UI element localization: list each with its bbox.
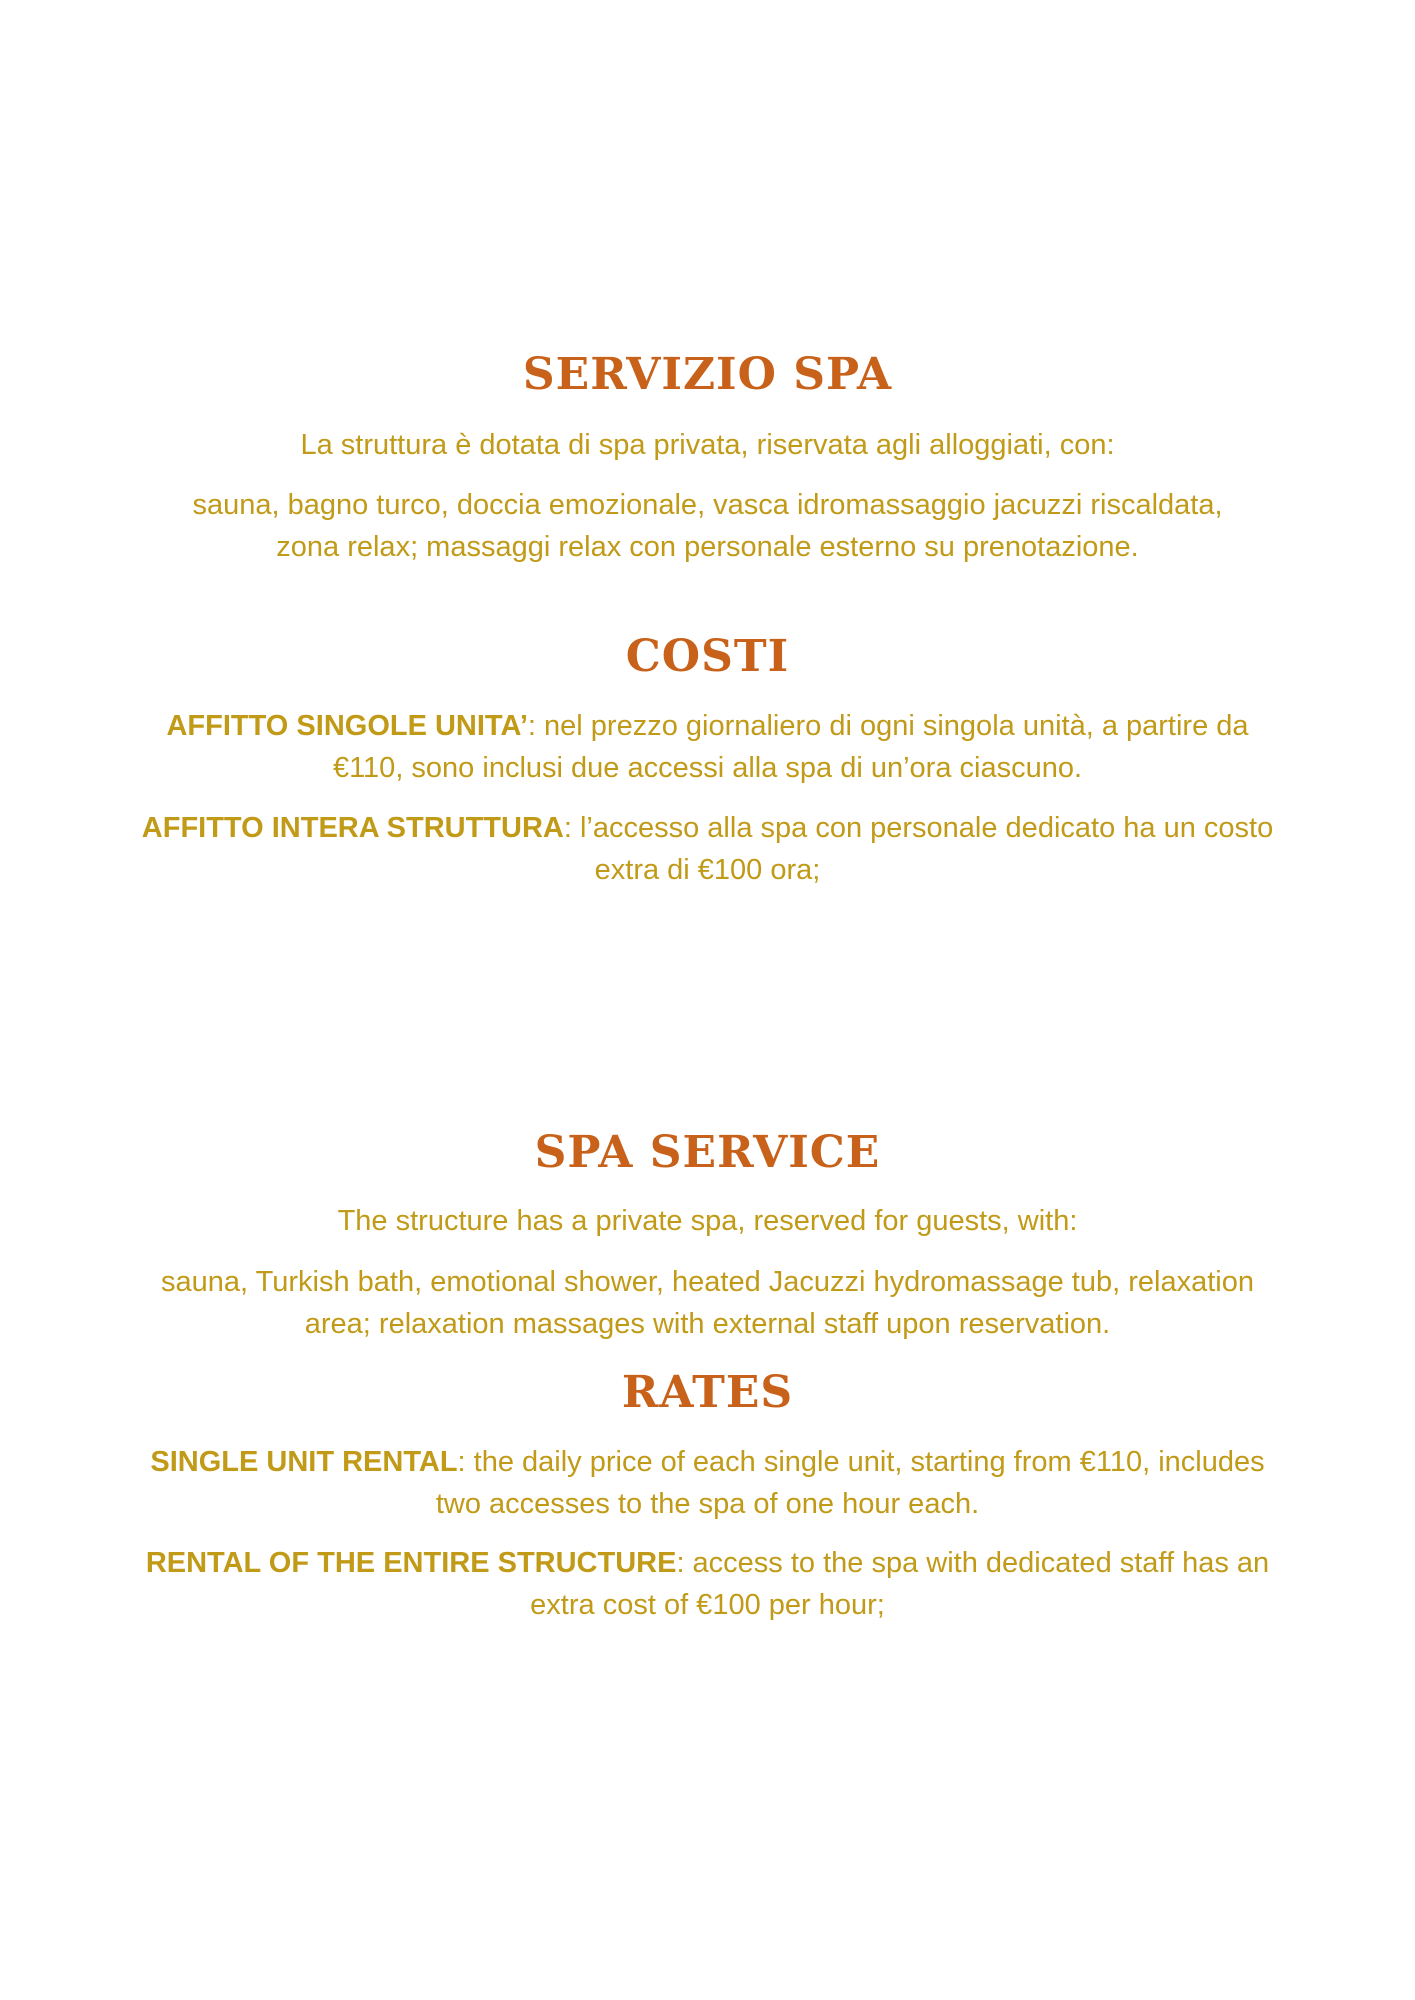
italian-single-unit-label: AFFITTO SINGOLE UNITA’ — [166, 710, 528, 742]
english-spa-title: SPA SERVICE — [534, 1127, 881, 1178]
italian-entire-structure-block — [140, 807, 1275, 891]
english-amenities-text: sauna, Turkish bath, emotional shower, heated Jacuzzi hydromassage tub, relaxation area; relaxation massages with external staff upon reservation. — [161, 1266, 1254, 1340]
italian-intro-text: La struttura è dotata di spa privata, riservata agli alloggiati, con: — [300, 429, 1115, 461]
italian-entire-structure-text — [140, 807, 1275, 891]
italian-spa-title-block — [140, 349, 1275, 400]
italian-costs-title-block — [140, 631, 1275, 682]
italian-amenities-block — [190, 484, 1225, 568]
english-rates-title-block — [140, 1367, 1275, 1418]
italian-single-unit-desc: : nel prezzo giornaliero di ogni singola unità, a partire da €110, sono inclusi due accessi alla spa di un’ora ciascuno. — [332, 710, 1249, 784]
english-single-unit-label: SINGLE UNIT RENTAL — [150, 1446, 458, 1478]
italian-single-unit-text — [140, 705, 1275, 789]
italian-entire-structure-label: AFFITTO INTERA STRUTTURA — [141, 812, 564, 844]
italian-intro-block — [140, 424, 1275, 466]
english-entire-structure-text — [140, 1542, 1275, 1626]
english-rates-title: RATES — [621, 1367, 794, 1418]
english-entire-structure-label: RENTAL OF THE ENTIRE STRUCTURE — [145, 1547, 677, 1579]
italian-amenities-text: sauna, bagno turco, doccia emozionale, vasca idromassaggio jacuzzi riscaldata, zona relax; massaggi relax con personale esterno su prenotazione. — [192, 489, 1223, 563]
english-intro-block — [140, 1200, 1275, 1242]
english-single-unit-desc: : the daily price of each single unit, starting from €110, includes two accesses to the spa of one hour each. — [435, 1446, 1265, 1520]
english-single-unit-block — [140, 1441, 1275, 1525]
english-single-unit-text — [140, 1441, 1275, 1525]
english-intro-text: The structure has a private spa, reserved for guests, with: — [337, 1205, 1078, 1237]
english-spa-title-block — [140, 1127, 1275, 1178]
english-entire-structure-block — [140, 1542, 1275, 1626]
italian-spa-title: SERVIZIO SPA — [522, 349, 893, 400]
english-amenities-block — [140, 1261, 1275, 1345]
english-entire-structure-desc: : access to the spa with dedicated staff has an extra cost of €100 per hour; — [530, 1547, 1270, 1621]
italian-entire-structure-desc: : l’accesso alla spa con personale dedicato ha un costo extra di €100 ora; — [563, 812, 1274, 886]
italian-costs-title: COSTI — [625, 631, 790, 682]
italian-single-unit-block — [140, 705, 1275, 789]
